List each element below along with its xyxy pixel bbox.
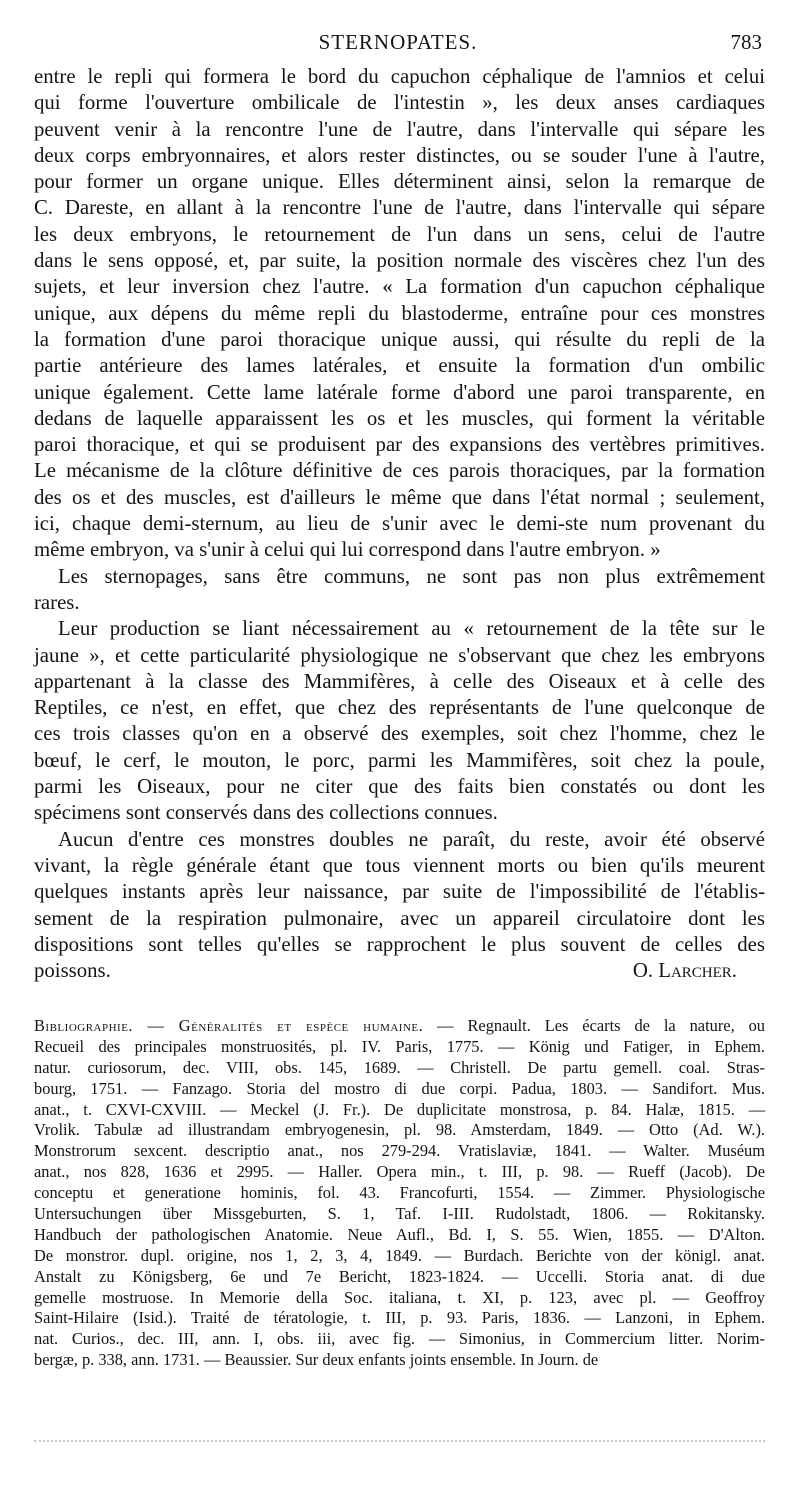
text-line: bœuf, le cerf, le mouton, le porc, parmi les Mammifères, soit chez la poule, xyxy=(34,748,765,772)
bibliography-line: gemelle mostruose. In Memorie della Soc. italiana, t. XI, p. 123, avec pl. — Geoffroy xyxy=(34,1287,765,1307)
bibliography-line: Untersuchungen über Missgeburten, S. 1, Taf. I-III. Rudolstadt, 1806. — Rokitansky. xyxy=(34,1204,765,1224)
bibliography-text: — Regnault. Les écarts de la nature, ou xyxy=(437,1016,765,1035)
text-line: qui forme l'ouverture ombilicale de l'intestin », les deux anses cardiaques xyxy=(34,91,765,115)
text-line-with-signature xyxy=(34,958,765,984)
text-line: Aucun d'entre ces monstres doubles ne paraît, du reste, avoir été observé xyxy=(58,827,765,851)
text-line: appartenant à la classe des Mammifères, à celle des Oiseaux et à celle des xyxy=(34,669,765,693)
text-line: partie antérieure des lames latérales, et ensuite la formation d'un ombilic xyxy=(34,354,765,378)
body-text xyxy=(34,64,765,984)
text-line: la formation d'une paroi thoracique unique aussi, qui résulte du repli de la xyxy=(34,327,765,351)
bibliography-line: natur. curiosorum, dec. VIII, obs. 145, 1689. — Christell. De partu gemell. coal. Stras- xyxy=(34,1057,765,1077)
text-line: quelques instants après leur naissance, par suite de l'impossibilité de l'établis- xyxy=(34,880,765,904)
bibliography-line: Anstalt zu Königsberg, 6e und 7e Bericht, 1823-1824. — Uccelli. Storia anat. di due xyxy=(34,1266,765,1286)
text-line: deux corps embryonnaires, et alors rester distinctes, ou se souder l'une à l'autre, xyxy=(34,143,765,167)
bibliography-line: bergæ, p. 338, ann. 1731. — Beaussier. Sur deux enfants joints ensemble. In Journ. de xyxy=(34,1350,599,1370)
text-line: unique, aux dépens du même repli du blastoderme, entraîne pour ces monstres xyxy=(34,301,765,325)
bibliography-line: Vrolik. Tabulæ ad illustrandam embryogenesin, pl. 98. Amsterdam, 1849. — Otto (Ad. W.). xyxy=(34,1120,765,1140)
bibliography-line: Monstrorum sexcent. descriptio anat., nos 279-294. Vratislaviæ, 1841. — Walter. Muséum xyxy=(34,1141,765,1161)
bibliography xyxy=(34,1016,765,1371)
running-title: STERNOPATES. xyxy=(318,30,478,54)
text-line: poissons. xyxy=(34,959,111,983)
bibliography-line: anat., nos 828, 1636 et 2995. — Haller. Opera min., t. III, p. 98. — Rueff (Jacob). De xyxy=(34,1162,765,1182)
text-line: unique également. Cette lame latérale forme d'abord une paroi transparente, en xyxy=(34,380,765,404)
bibliography-line: nat. Curios., dec. III, ann. I, obs. iii, avec fig. — Simonius, in Commercium litter. Norim- xyxy=(34,1329,765,1349)
bibliography-line xyxy=(34,1016,765,1037)
bibliography-line: Handbuch der pathologischen Anatomie. Neue Aufl., Bd. I, S. 55. Wien, 1855. — D'Alton. xyxy=(34,1224,765,1244)
text-line: ces trois classes qu'on en a observé des exemples, soit chez l'homme, chez le xyxy=(34,722,765,746)
text-line: dans le sens opposé, et, par suite, la position normale des viscères chez l'un des xyxy=(34,249,765,273)
bibliography-heading: Bibliographie. — Généralités et espèce humaine. xyxy=(34,1016,424,1035)
bibliography-line: Saint-Hilaire (Isid.). Traité de tératologie, t. III, p. 93. Paris, 1836. — Lanzoni, in Ephem. xyxy=(34,1308,765,1328)
author-signature: O. Larcher. xyxy=(632,959,737,983)
text-line: dispositions sont telles qu'elles se rapprochent le plus souvent de celles des xyxy=(34,932,765,956)
text-line: rares. xyxy=(34,590,80,614)
text-line: spécimens sont conservés dans des collections connues. xyxy=(34,801,498,825)
page-number: 783 xyxy=(730,30,762,54)
running-head xyxy=(34,30,762,60)
text-line: Le mécanisme de la clôture définitive de ces parois thoraciques, par la formation xyxy=(34,459,765,483)
text-line: des os et des muscles, est d'ailleurs le même que dans l'état normal ; seulement, xyxy=(34,485,765,509)
bibliography-line: conceptu et generatione hominis, fol. 43. Francofurti, 1554. — Zimmer. Physiologische xyxy=(34,1183,765,1203)
text-line: dedans de laquelle apparaissent les os et les muscles, qui forment la véritable xyxy=(34,406,765,430)
text-line: parmi les Oiseaux, pour ne citer que des faits bien constatés ou dont les xyxy=(34,775,765,799)
text-line: sujets, et leur inversion chez l'autre. « La formation d'un capuchon céphalique xyxy=(34,275,765,299)
text-line: Reptiles, ce n'est, en effet, que chez des représentants de l'une quelconque de xyxy=(34,696,765,720)
text-line: pour former un organe unique. Elles déterminent ainsi, selon la remarque de xyxy=(34,170,765,194)
bibliography-line: De monstror. dupl. origine, nos 1, 2, 3, 4, 1849. — Burdach. Berichte von der königl. anat. xyxy=(34,1245,765,1265)
bleed-through-line xyxy=(34,1440,765,1446)
text-line: C. Dareste, en allant à la rencontre l'une de l'autre, dans l'intervalle qui sépare xyxy=(34,196,765,220)
text-line: entre le repli qui formera le bord du capuchon céphalique de l'amnios et celui xyxy=(34,65,765,88)
text-line: sement de la respiration pulmonaire, avec un appareil circulatoire dont les xyxy=(34,906,765,930)
text-line: peuvent venir à la rencontre l'une de l'autre, dans l'intervalle qui sépare les xyxy=(34,117,765,141)
bibliography-line: anat., t. CXVI-CXVIII. — Meckel (J. Fr.). De duplicitate monstrosa, p. 84. Halæ, 1815. — xyxy=(34,1099,765,1119)
bibliography-line: bourg, 1751. — Fanzago. Storia del mostro di due corpi. Padua, 1803. — Sandifort. Mus. xyxy=(34,1078,765,1098)
bibliography-line: Recueil des principales monstruosités, pl. IV. Paris, 1775. — König und Fatiger, in Ephem. xyxy=(34,1036,765,1056)
text-line: vivant, la règle générale étant que tous viennent morts ou bien qu'ils meurent xyxy=(34,853,765,877)
text-line: jaune », et cette particularité physiologique ne s'observant que chez les embryons xyxy=(34,643,765,667)
text-line: paroi thoracique, et qui se produisent par des expansions des vertèbres primitives. xyxy=(34,433,765,457)
text-line: Leur production se liant nécessairement au « retournement de la tête sur le xyxy=(58,617,765,641)
text-line: même embryon, va s'unir à celui qui lui correspond dans l'autre embryon. » xyxy=(34,538,661,562)
text-line: Les sternopages, sans être communs, ne sont pas non plus extrêmement xyxy=(58,564,765,588)
text-line: ici, chaque demi-sternum, au lieu de s'unir avec le demi-ste num provenant du xyxy=(34,512,765,536)
text-line: les deux embryons, le retournement de l'un dans un sens, celui de l'autre xyxy=(34,222,765,246)
